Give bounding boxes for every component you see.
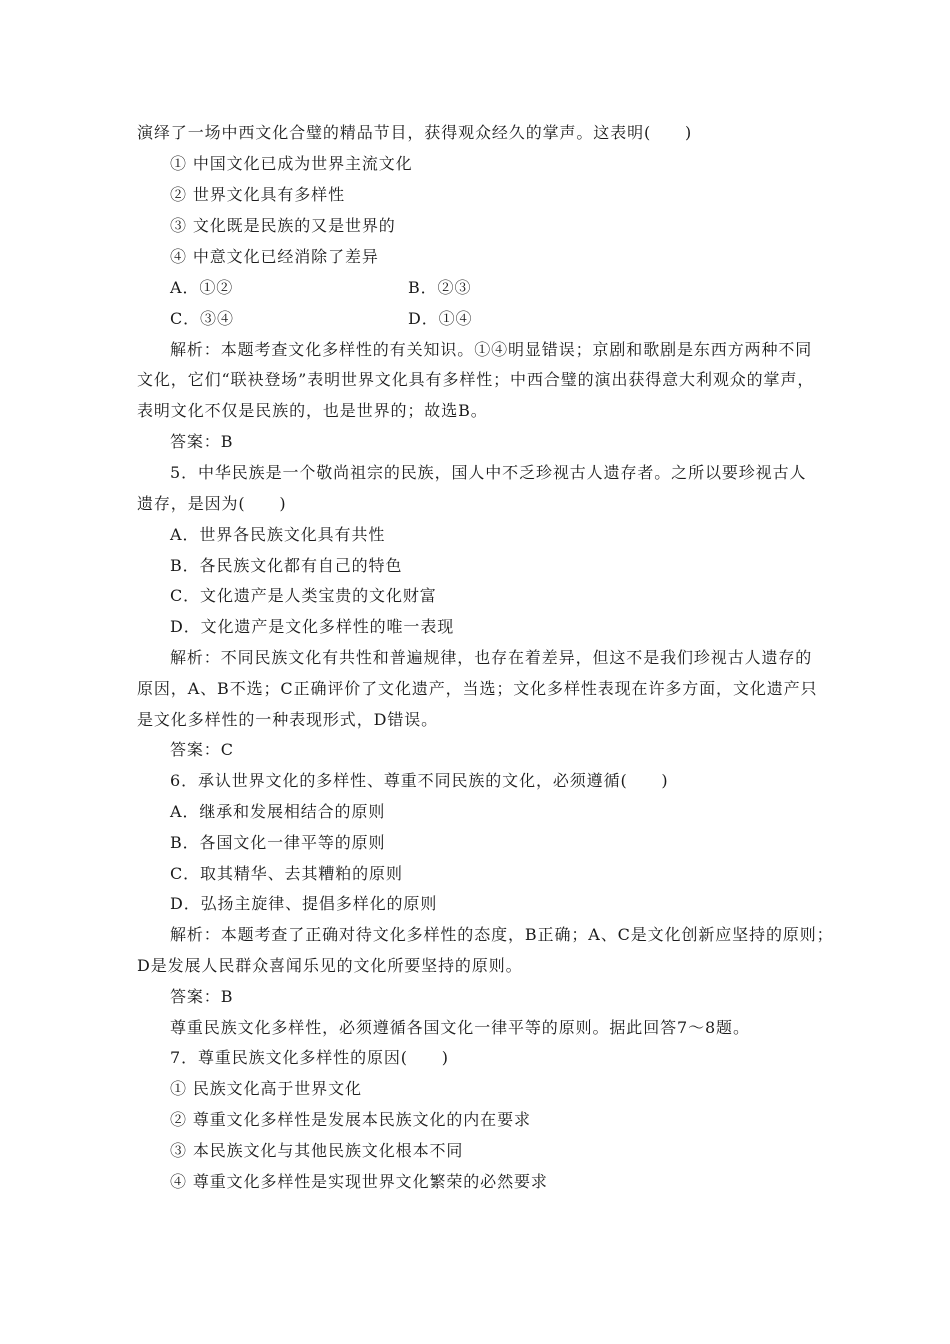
question-5-stem: 5．中华民族是一个敬尚祖宗的民族，国人中不乏珍视古人遗存者。之所以要珍视古人	[170, 463, 807, 482]
question-7-stem: 7．尊重民族文化多样性的原因( )	[170, 1048, 449, 1067]
question-5-analysis: 原因，A、B不选；C正确评价了文化遗产，当选；文化多样性表现在许多方面，文化遗产只	[137, 679, 818, 698]
group-intro-7-8: 尊重民族文化多样性，必须遵循各国文化一律平等的原则。据此回答7～8题。	[170, 1018, 750, 1037]
question-4-item-2: ② 世界文化具有多样性	[170, 185, 345, 204]
question-6-analysis: 解析：本题考查了正确对待文化多样性的态度，B正确；A、C是文化创新应坚持的原则；	[170, 925, 834, 944]
question-4-option-a: A．①②	[170, 278, 234, 297]
question-5-option-c: C．文化遗产是人类宝贵的文化财富	[170, 586, 437, 605]
question-5-option-b: B．各民族文化都有自己的特色	[170, 556, 403, 575]
question-7-item-2: ② 尊重文化多样性是发展本民族文化的内在要求	[170, 1110, 531, 1129]
question-6-stem: 6．承认世界文化的多样性、尊重不同民族的文化，必须遵循( )	[170, 771, 669, 790]
question-7-item-3: ③ 本民族文化与其他民族文化根本不同	[170, 1141, 464, 1160]
question-4-item-1: ① 中国文化已成为世界主流文化	[170, 154, 413, 173]
question-6-analysis: D是发展人民群众喜闻乐见的文化所要坚持的原则。	[137, 956, 523, 975]
question-5-stem: 遗存，是因为( )	[137, 494, 287, 513]
question-6-answer: 答案：B	[170, 987, 234, 1006]
question-5-option-d: D．文化遗产是文化多样性的唯一表现	[170, 617, 455, 636]
question-4-item-4: ④ 中意文化已经消除了差异	[170, 247, 379, 266]
question-5-option-a: A．世界各民族文化具有共性	[170, 525, 386, 544]
question-5-answer: 答案：C	[170, 740, 234, 759]
question-6-option-c: C．取其精华、去其糟粕的原则	[170, 864, 403, 883]
question-4-option-c: C．③④	[170, 309, 234, 328]
question-4-analysis: 解析：本题考查文化多样性的有关知识。①④明显错误；京剧和歌剧是东西方两种不同	[170, 340, 813, 359]
question-4-analysis: 表明文化不仅是民族的，也是世界的；故选B。	[137, 401, 488, 420]
question-4-analysis: 文化，它们“联袂登场”表明世界文化具有多样性；中西合璧的演出获得意大利观众的掌声，	[137, 370, 815, 389]
question-4-answer: 答案：B	[170, 432, 234, 451]
question-4-stem: 演绎了一场中西文化合璧的精品节目，获得观众经久的掌声。这表明( )	[137, 123, 693, 142]
question-7-item-4: ④ 尊重文化多样性是实现世界文化繁荣的必然要求	[170, 1172, 548, 1191]
question-5-analysis: 解析：不同民族文化有共性和普遍规律，也存在着差异，但这不是我们珍视古人遗存的	[170, 648, 813, 667]
question-4-item-3: ③ 文化既是民族的又是世界的	[170, 216, 396, 235]
question-6-option-b: B．各国文化一律平等的原则	[170, 833, 386, 852]
question-5-analysis: 是文化多样性的一种表现形式，D错误。	[137, 710, 439, 729]
question-6-option-a: A．继承和发展相结合的原则	[170, 802, 386, 821]
question-7-item-1: ① 民族文化高于世界文化	[170, 1079, 362, 1098]
question-4-option-d: D．①④	[408, 309, 473, 328]
question-4-option-b: B．②③	[408, 278, 472, 297]
question-6-option-d: D．弘扬主旋律、提倡多样化的原则	[170, 894, 438, 913]
